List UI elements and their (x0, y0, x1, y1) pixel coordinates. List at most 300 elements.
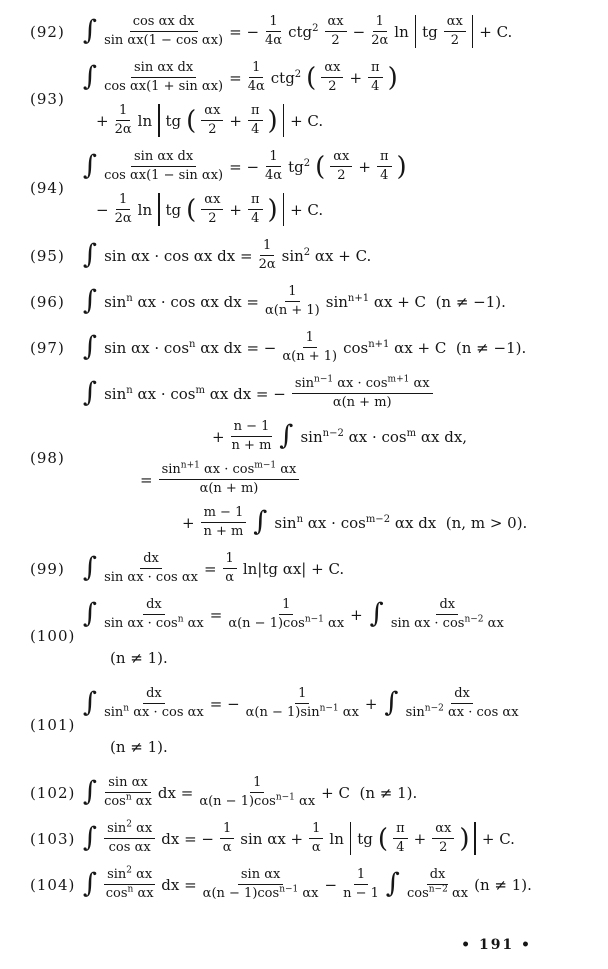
formula-line (82, 280, 604, 323)
superscript: n−1 (279, 884, 299, 895)
fraction (265, 149, 282, 183)
formula-number: (93) (30, 90, 65, 108)
fraction-numerator: 1 (220, 821, 234, 839)
formula-number: (96) (30, 292, 65, 311)
fraction (246, 686, 359, 720)
fraction (368, 60, 383, 94)
superscript: 2 (312, 22, 319, 34)
paren-right: ) (267, 105, 278, 136)
formula-text: dx = − (161, 829, 214, 848)
formula-text: − (96, 200, 109, 219)
fraction-numerator: $\sin^2 \alpha x$ (104, 867, 155, 885)
formula-body (82, 10, 604, 53)
integral-sign: ∫ (83, 239, 98, 271)
formula-text: ctg$^2$ (288, 22, 319, 41)
fraction-denominator: α (222, 840, 232, 855)
formula-number: (104) (30, 875, 76, 894)
fraction-denominator: $\sin^n \alpha x \cdot \cos \alpha x$ (104, 703, 204, 720)
fraction (104, 551, 198, 585)
fraction-denominator: 2 (328, 79, 337, 94)
fraction (377, 149, 392, 183)
fraction-denominator: $\cos^n \alpha x$ (105, 884, 154, 901)
superscript: n (125, 792, 132, 803)
fraction-numerator: $\sin^{n-1} \alpha x \cdot \cos^{m+1} \alpha x$ (292, 376, 433, 394)
fraction-denominator: cos αx(1 − sin αx) (104, 168, 224, 183)
fraction-numerator: sin αx dx (131, 60, 196, 78)
fraction (115, 103, 132, 137)
abs-bar (283, 193, 284, 226)
formula-text: = − (209, 694, 240, 713)
fraction-denominator: α (225, 570, 235, 585)
integral-sign: ∫ (83, 150, 98, 182)
formula-text: + C. (290, 111, 324, 130)
superscript: n−1 (314, 375, 334, 386)
formula-text: $\sin^n \alpha x \cdot \cos \alpha x$ dx = (104, 292, 260, 311)
fraction (201, 505, 247, 539)
formula-row (30, 372, 604, 544)
formula-row (30, 10, 604, 53)
fraction (104, 60, 223, 94)
formula-text: − (352, 22, 366, 41)
fraction-numerator: 1 (266, 149, 280, 167)
formula-body (82, 372, 604, 544)
formula-body (82, 547, 604, 590)
formula-line (82, 817, 604, 860)
formula-body (82, 145, 604, 231)
superscript: m−1 (254, 461, 277, 472)
formula-text: sin αx + (240, 829, 304, 848)
fraction-numerator: sin αx (238, 867, 283, 885)
fraction-denominator: $\alpha(n - 1)\sin^{n-1}$ αx (245, 703, 359, 720)
fraction-denominator: α(n + m) (332, 395, 392, 410)
paren-left: ( (186, 105, 197, 136)
fraction-denominator: n + m (203, 524, 244, 539)
fraction-denominator: $\alpha(n - 1)\cos^{n-1}$ αx (199, 792, 316, 809)
fraction (343, 867, 379, 901)
superscript: n (123, 703, 130, 714)
formula-text: dx = (161, 875, 197, 894)
paren-left: ( (186, 194, 197, 225)
formula-text: sin αx · cos αx dx = (104, 246, 253, 265)
integral-sign: ∫ (83, 552, 98, 584)
fraction-denominator: sin αx · cos αx (104, 570, 198, 585)
fraction-numerator: π (377, 149, 392, 167)
fraction-numerator: cos αx dx (130, 14, 198, 32)
fraction (248, 60, 265, 94)
fraction (104, 149, 223, 183)
fraction-denominator: $\sin \alpha x \cdot \cos^{n-2} \alpha x$ (390, 614, 504, 631)
superscript: 2 (126, 866, 133, 877)
formula-text: (n ≠ 1). (474, 875, 532, 894)
formula-row (30, 593, 604, 679)
superscript: m (406, 427, 417, 439)
fraction-denominator: sin αx(1 − cos αx) (104, 33, 224, 48)
formula-text: = − (229, 157, 260, 176)
fraction-numerator: 1 (260, 238, 274, 256)
superscript: n (127, 884, 134, 895)
formula-text: tg (422, 22, 438, 41)
fraction-numerator: αx (321, 60, 343, 78)
formula-number: (97) (30, 338, 65, 357)
fraction-numerator: αx (201, 192, 223, 210)
fraction-numerator: sin αx dx (131, 149, 196, 167)
fraction-denominator: 2α (371, 33, 389, 48)
fraction (104, 867, 155, 901)
formula-text: = (203, 559, 217, 578)
fraction-numerator: sin αx (105, 775, 150, 793)
superscript: n (296, 513, 304, 525)
formula-text: $\cos^{n+1} \alpha x + C$ (n ≠ −1). (343, 338, 527, 357)
formula-text: tg (165, 111, 182, 130)
formula-number: (103) (30, 829, 76, 848)
fraction-numerator: m − 1 (201, 505, 247, 523)
abs-bar (415, 15, 416, 48)
formula-text: $\sin^n \alpha x \cdot \cos^m \alpha x$ dx = − (104, 384, 286, 403)
fraction (265, 14, 282, 48)
integral-sign: ∫ (279, 420, 294, 452)
fraction-numerator: $\sin^{n+1} \alpha x \cdot \cos^{m-1} \alpha x$ (159, 462, 300, 480)
fraction (432, 821, 454, 855)
formula-number: (100) (30, 627, 76, 645)
formula-text: + (229, 111, 242, 130)
formula-text: $\sin \alpha x \cdot \cos^n \alpha x$ dx = − (104, 338, 277, 357)
formula-text: $\sin^{n+1} \alpha x + C$ (n ≠ −1). (325, 292, 506, 311)
abs-bar (472, 15, 473, 48)
paren-right: ) (396, 151, 407, 182)
superscript: n (189, 338, 196, 350)
fraction-denominator: 2 (208, 122, 217, 137)
abs-bar (158, 104, 159, 137)
formula-row (30, 326, 604, 369)
fraction (406, 686, 519, 720)
integral-sign: ∫ (83, 868, 98, 900)
superscript: m+1 (387, 375, 410, 386)
fraction-numerator: dx (143, 686, 165, 704)
formula-row (30, 280, 604, 323)
formula-text: tg (165, 200, 182, 219)
formula-line (82, 99, 604, 142)
integral-sign: ∫ (83, 377, 98, 409)
formula-text: ctg$^2$ (270, 68, 302, 87)
fraction-numerator: π (248, 192, 263, 210)
fraction-numerator: αx (330, 149, 352, 167)
fraction-numerator: 1 (249, 60, 263, 78)
fraction (203, 867, 319, 901)
formula-text: + (364, 694, 378, 713)
fraction-numerator: n − 1 (231, 419, 273, 437)
formula-line (82, 145, 604, 188)
fraction-numerator: 1 (373, 14, 387, 32)
fraction-numerator: π (393, 821, 408, 839)
fraction-denominator: 2 (208, 211, 217, 226)
formula-text: + (229, 200, 242, 219)
fraction-denominator: $\sin \alpha x \cdot \cos^n \alpha x$ (104, 614, 204, 631)
formula-text: + C. (290, 200, 324, 219)
fraction (104, 686, 204, 720)
superscript: m (195, 384, 205, 396)
formula-number: (101) (30, 716, 76, 734)
fraction-numerator: dx (451, 686, 473, 704)
formula-body (82, 593, 604, 679)
superscript: n−2 (428, 884, 448, 895)
formula-text: (n ≠ 1). (110, 648, 168, 667)
fraction (201, 103, 223, 137)
formula-row (30, 817, 604, 860)
formula-text: − (324, 875, 338, 894)
formula-text: + (182, 513, 195, 532)
formula-line (82, 326, 604, 369)
fraction (391, 597, 504, 631)
formula-body (82, 56, 604, 142)
fraction-numerator: 1 (303, 330, 317, 348)
formula-text: + (349, 68, 363, 87)
formula-number: (99) (30, 559, 65, 578)
fraction-denominator: 2α (258, 257, 276, 272)
fraction-denominator: 4α (247, 79, 265, 94)
formula-text: + C. (479, 22, 513, 41)
formula-text: tg (357, 829, 373, 848)
paren-left: ( (306, 62, 317, 93)
formula-text: = − (229, 22, 260, 41)
fraction-denominator: $\alpha(n - 1)\cos^{n-1}$ αx (202, 884, 319, 901)
formula-text: + C. (481, 829, 515, 848)
formula-body (82, 771, 604, 814)
fraction (228, 597, 344, 631)
fraction-numerator: dx (427, 867, 449, 885)
formula-line (82, 10, 604, 53)
formula-line (82, 372, 604, 415)
fraction-numerator: αx (432, 821, 454, 839)
fraction (104, 821, 155, 855)
fraction (104, 775, 152, 809)
fraction (248, 192, 263, 226)
fraction (265, 284, 320, 318)
fraction (282, 330, 337, 364)
formula-number: (92) (30, 22, 65, 41)
formula-number: (98) (30, 449, 65, 467)
paren-right: ) (267, 194, 278, 225)
fraction-denominator: cos αx(1 + sin αx) (104, 79, 224, 94)
superscript: n−2 (464, 614, 484, 625)
page-number: • 191 • (461, 937, 532, 953)
fraction-denominator: 4 (371, 79, 380, 94)
fraction-numerator: π (368, 60, 383, 78)
fraction (309, 821, 323, 855)
integral-sign: ∫ (253, 506, 268, 538)
fraction-denominator: 4 (251, 211, 260, 226)
integral-sign: ∫ (83, 776, 98, 808)
fraction-numerator: 1 (285, 284, 299, 302)
formula-text: ln (137, 200, 153, 219)
formula-text: $\sin^n \alpha x \cdot \cos^{m-2} \alpha x$ dx (n, m > 0). (274, 513, 528, 532)
fraction-denominator: $\cos^n \alpha x$ (104, 792, 152, 809)
superscript: 2 (303, 246, 311, 258)
fraction (371, 14, 388, 48)
fraction (231, 419, 273, 453)
fraction-numerator: 1 (279, 597, 293, 615)
integral-sign: ∫ (83, 331, 98, 363)
fraction (330, 149, 352, 183)
fraction-denominator: 2 (331, 33, 340, 48)
fraction-denominator: n − 1 (343, 886, 379, 901)
formula-body (82, 280, 604, 323)
fraction-denominator: α(n + 1) (282, 349, 338, 364)
fraction-numerator: dx (436, 597, 458, 615)
integral-sign: ∫ (83, 598, 98, 630)
formula-text: ln (137, 111, 153, 130)
formula-body (82, 682, 604, 768)
formula-line (82, 593, 604, 636)
fraction-denominator: α(n + 1) (265, 303, 320, 318)
superscript: n−1 (275, 792, 295, 803)
integral-sign: ∫ (83, 285, 98, 317)
formula-number: (102) (30, 783, 76, 802)
fraction-numerator: dx (143, 597, 165, 615)
formula-text: + C (n ≠ 1). (321, 783, 418, 802)
formula-row (30, 145, 604, 231)
paren-left: ( (315, 151, 326, 182)
formula-number: (94) (30, 179, 65, 197)
fraction-numerator: dx (140, 551, 162, 569)
formula-line (82, 547, 604, 590)
superscript: n (126, 384, 133, 396)
superscript: n−2 (424, 703, 444, 714)
fraction-denominator: 2 (337, 168, 346, 183)
formula-line (82, 188, 604, 231)
formula-text: + (358, 157, 371, 176)
fraction-denominator: $\sin^{n-2} \alpha x \cdot \cos \alpha x$ (405, 703, 519, 720)
fraction (259, 238, 276, 272)
superscript: 2 (126, 820, 133, 831)
formula-row (30, 863, 604, 906)
formula-text: dx = (157, 783, 194, 802)
fraction (321, 60, 343, 94)
fraction-denominator: 4α (265, 33, 283, 48)
formula-text: ln (329, 829, 344, 848)
superscript: n (177, 614, 184, 625)
formula-line (82, 458, 604, 501)
superscript: n (126, 292, 133, 304)
fraction-numerator: αx (201, 103, 223, 121)
paren-right: ) (459, 823, 470, 854)
fraction (104, 14, 223, 48)
formula-line (82, 863, 604, 906)
formula-line (82, 501, 604, 544)
formula-text: + (212, 427, 225, 446)
formula-text: = (229, 68, 242, 87)
fraction-numerator: 1 (116, 103, 130, 121)
fraction (104, 597, 204, 631)
fraction-numerator: 1 (250, 775, 264, 793)
integral-sign: ∫ (83, 61, 98, 93)
fraction-numerator: 1 (354, 867, 368, 885)
formula-body (82, 326, 604, 369)
formula-text: + (350, 605, 363, 624)
superscript: n+1 (347, 292, 370, 304)
formula-line (82, 415, 604, 458)
fraction (201, 192, 223, 226)
formula-body (82, 817, 604, 860)
integral-sign: ∫ (83, 15, 98, 47)
paren-right: ) (387, 62, 398, 93)
fraction (444, 14, 466, 48)
formula-text: $\sin^2 \alpha x + C$. (281, 246, 372, 265)
formula-row (30, 56, 604, 142)
fraction (223, 551, 237, 585)
formula-line (82, 636, 604, 679)
formula-row (30, 234, 604, 277)
formula-line (82, 725, 604, 768)
fraction (407, 867, 468, 901)
formula-text: + (96, 111, 109, 130)
fraction-denominator: 4 (251, 122, 260, 137)
formula-text: ln (394, 22, 409, 41)
fraction-numerator: 1 (116, 192, 130, 210)
fraction-denominator: 2 (450, 33, 459, 48)
formula-number: (95) (30, 246, 65, 265)
formula-line (82, 771, 604, 814)
fraction-denominator: 2α (114, 122, 132, 137)
superscript: m−2 (365, 513, 391, 525)
fraction-numerator: αx (325, 14, 347, 32)
integral-sign: ∫ (369, 598, 384, 630)
superscript: 2 (294, 68, 302, 80)
fraction (159, 462, 300, 496)
fraction-denominator: 4 (396, 840, 405, 855)
integral-sign: ∫ (385, 868, 400, 900)
fraction-numerator: 1 (223, 551, 237, 569)
formula-body (82, 234, 604, 277)
fraction-denominator: 4α (265, 168, 283, 183)
integral-sign: ∫ (384, 687, 399, 719)
superscript: n−1 (304, 614, 324, 625)
fraction-denominator: 2 (439, 840, 448, 855)
fraction-numerator: αx (444, 14, 466, 32)
superscript: 2 (303, 157, 311, 169)
fraction-numerator: π (248, 103, 263, 121)
integral-sign: ∫ (83, 687, 98, 719)
formula-text: $\sin^{n-2} \alpha x \cdot \cos^m \alpha x$ dx, (300, 427, 468, 446)
formula-text: + (413, 829, 427, 848)
formula-row (30, 547, 604, 590)
fraction (115, 192, 132, 226)
fraction-numerator: 1 (309, 821, 323, 839)
abs-bar (474, 822, 475, 855)
superscript: n−1 (319, 703, 339, 714)
fraction (248, 103, 263, 137)
superscript: n−2 (322, 427, 344, 439)
formula-line (82, 682, 604, 725)
fraction (199, 775, 315, 809)
formula-line (82, 234, 604, 277)
abs-bar (350, 822, 351, 855)
fraction (393, 821, 408, 855)
superscript: n+1 (368, 338, 390, 350)
fraction-denominator: $\alpha(n - 1)\cos^{n-1}$ αx (228, 614, 345, 631)
fraction-numerator: $\sin^2 \alpha x$ (104, 821, 155, 839)
fraction-numerator: 1 (266, 14, 280, 32)
fraction-denominator: 4 (380, 168, 389, 183)
fraction (325, 14, 347, 48)
formula-text: = (209, 605, 223, 624)
fraction-denominator: n + m (231, 438, 272, 453)
formula-body (82, 863, 604, 906)
formula-text: = (140, 470, 153, 489)
formula-row (30, 682, 604, 768)
abs-bar (283, 104, 284, 137)
paren-left: ( (377, 823, 389, 854)
integral-sign: ∫ (83, 822, 98, 854)
